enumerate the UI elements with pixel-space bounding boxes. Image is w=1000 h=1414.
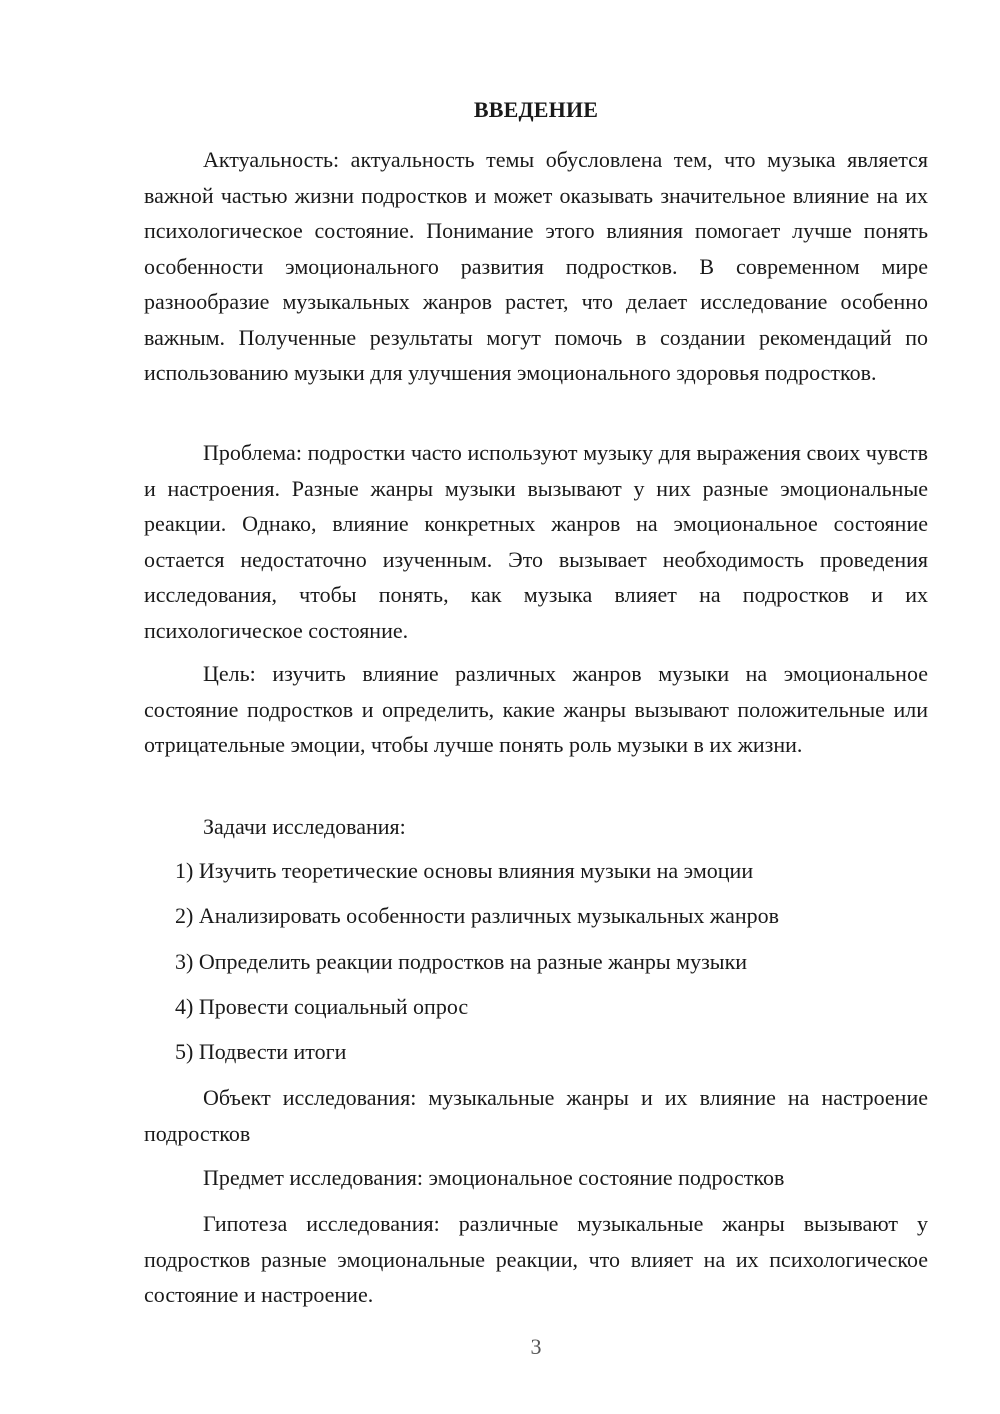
task-item-1: 1) Изучить теоретические основы влияния музыки на эмоции [175, 858, 754, 883]
relevance-paragraph: Актуальность: актуальность темы обусловлена тем, что музыка является важной частью жизни подростков и может оказывать значительное влияние на их психологическое состояние. Понимание этого влияния помогает лучше понять особенности эмоционального развития подростков. В современном мире разнообразие музыкальных жанров растет, что делает исследование особенно важным. Полученные результаты могут помочь в создании рекомендаций по использованию музыки для улучшения эмоционального здоровья подростков. [144, 147, 928, 385]
hypothesis-paragraph: Гипотеза исследования: различные музыкальные жанры вызывают у подростков разные эмоциональные реакции, что влияет на их психологическое состояние и настроение. [144, 1211, 928, 1307]
object-paragraph: Объект исследования: музыкальные жанры и их влияние на настроение подростков [144, 1085, 928, 1146]
page-number: 3 [530, 1334, 542, 1359]
task-item-2: 2) Анализировать особенности различных музыкальных жанров [175, 903, 780, 928]
goal-paragraph: Цель: изучить влияние различных жанров музыки на эмоциональное состояние подростков и определить, какие жанры вызывают положительные или отрицательные эмоции, чтобы лучше понять роль музыки в их жизни. [144, 661, 928, 757]
task-item-4: 4) Провести социальный опрос [175, 994, 469, 1019]
subject-paragraph: Предмет исследования: эмоциональное состояние подростков [203, 1165, 785, 1190]
tasks-title: Задачи исследования: [203, 814, 406, 839]
task-item-5: 5) Подвести итоги [175, 1039, 347, 1064]
task-item-3: 3) Определить реакции подростков на разные жанры музыки [175, 949, 748, 974]
problem-paragraph: Проблема: подростки часто используют музыку для выражения своих чувств и настроения. Разные жанры музыки вызывают у них разные эмоциональные реакции. Однако, влияние конкретных жанров на эмоциональное состояние остается недостаточно изученным. Это вызывает необходимость проведения исследования, чтобы понять, как музыка влияет на подростков и их психологическое состояние. [144, 440, 928, 643]
section-heading: ВВЕДЕНИЕ [473, 97, 599, 122]
